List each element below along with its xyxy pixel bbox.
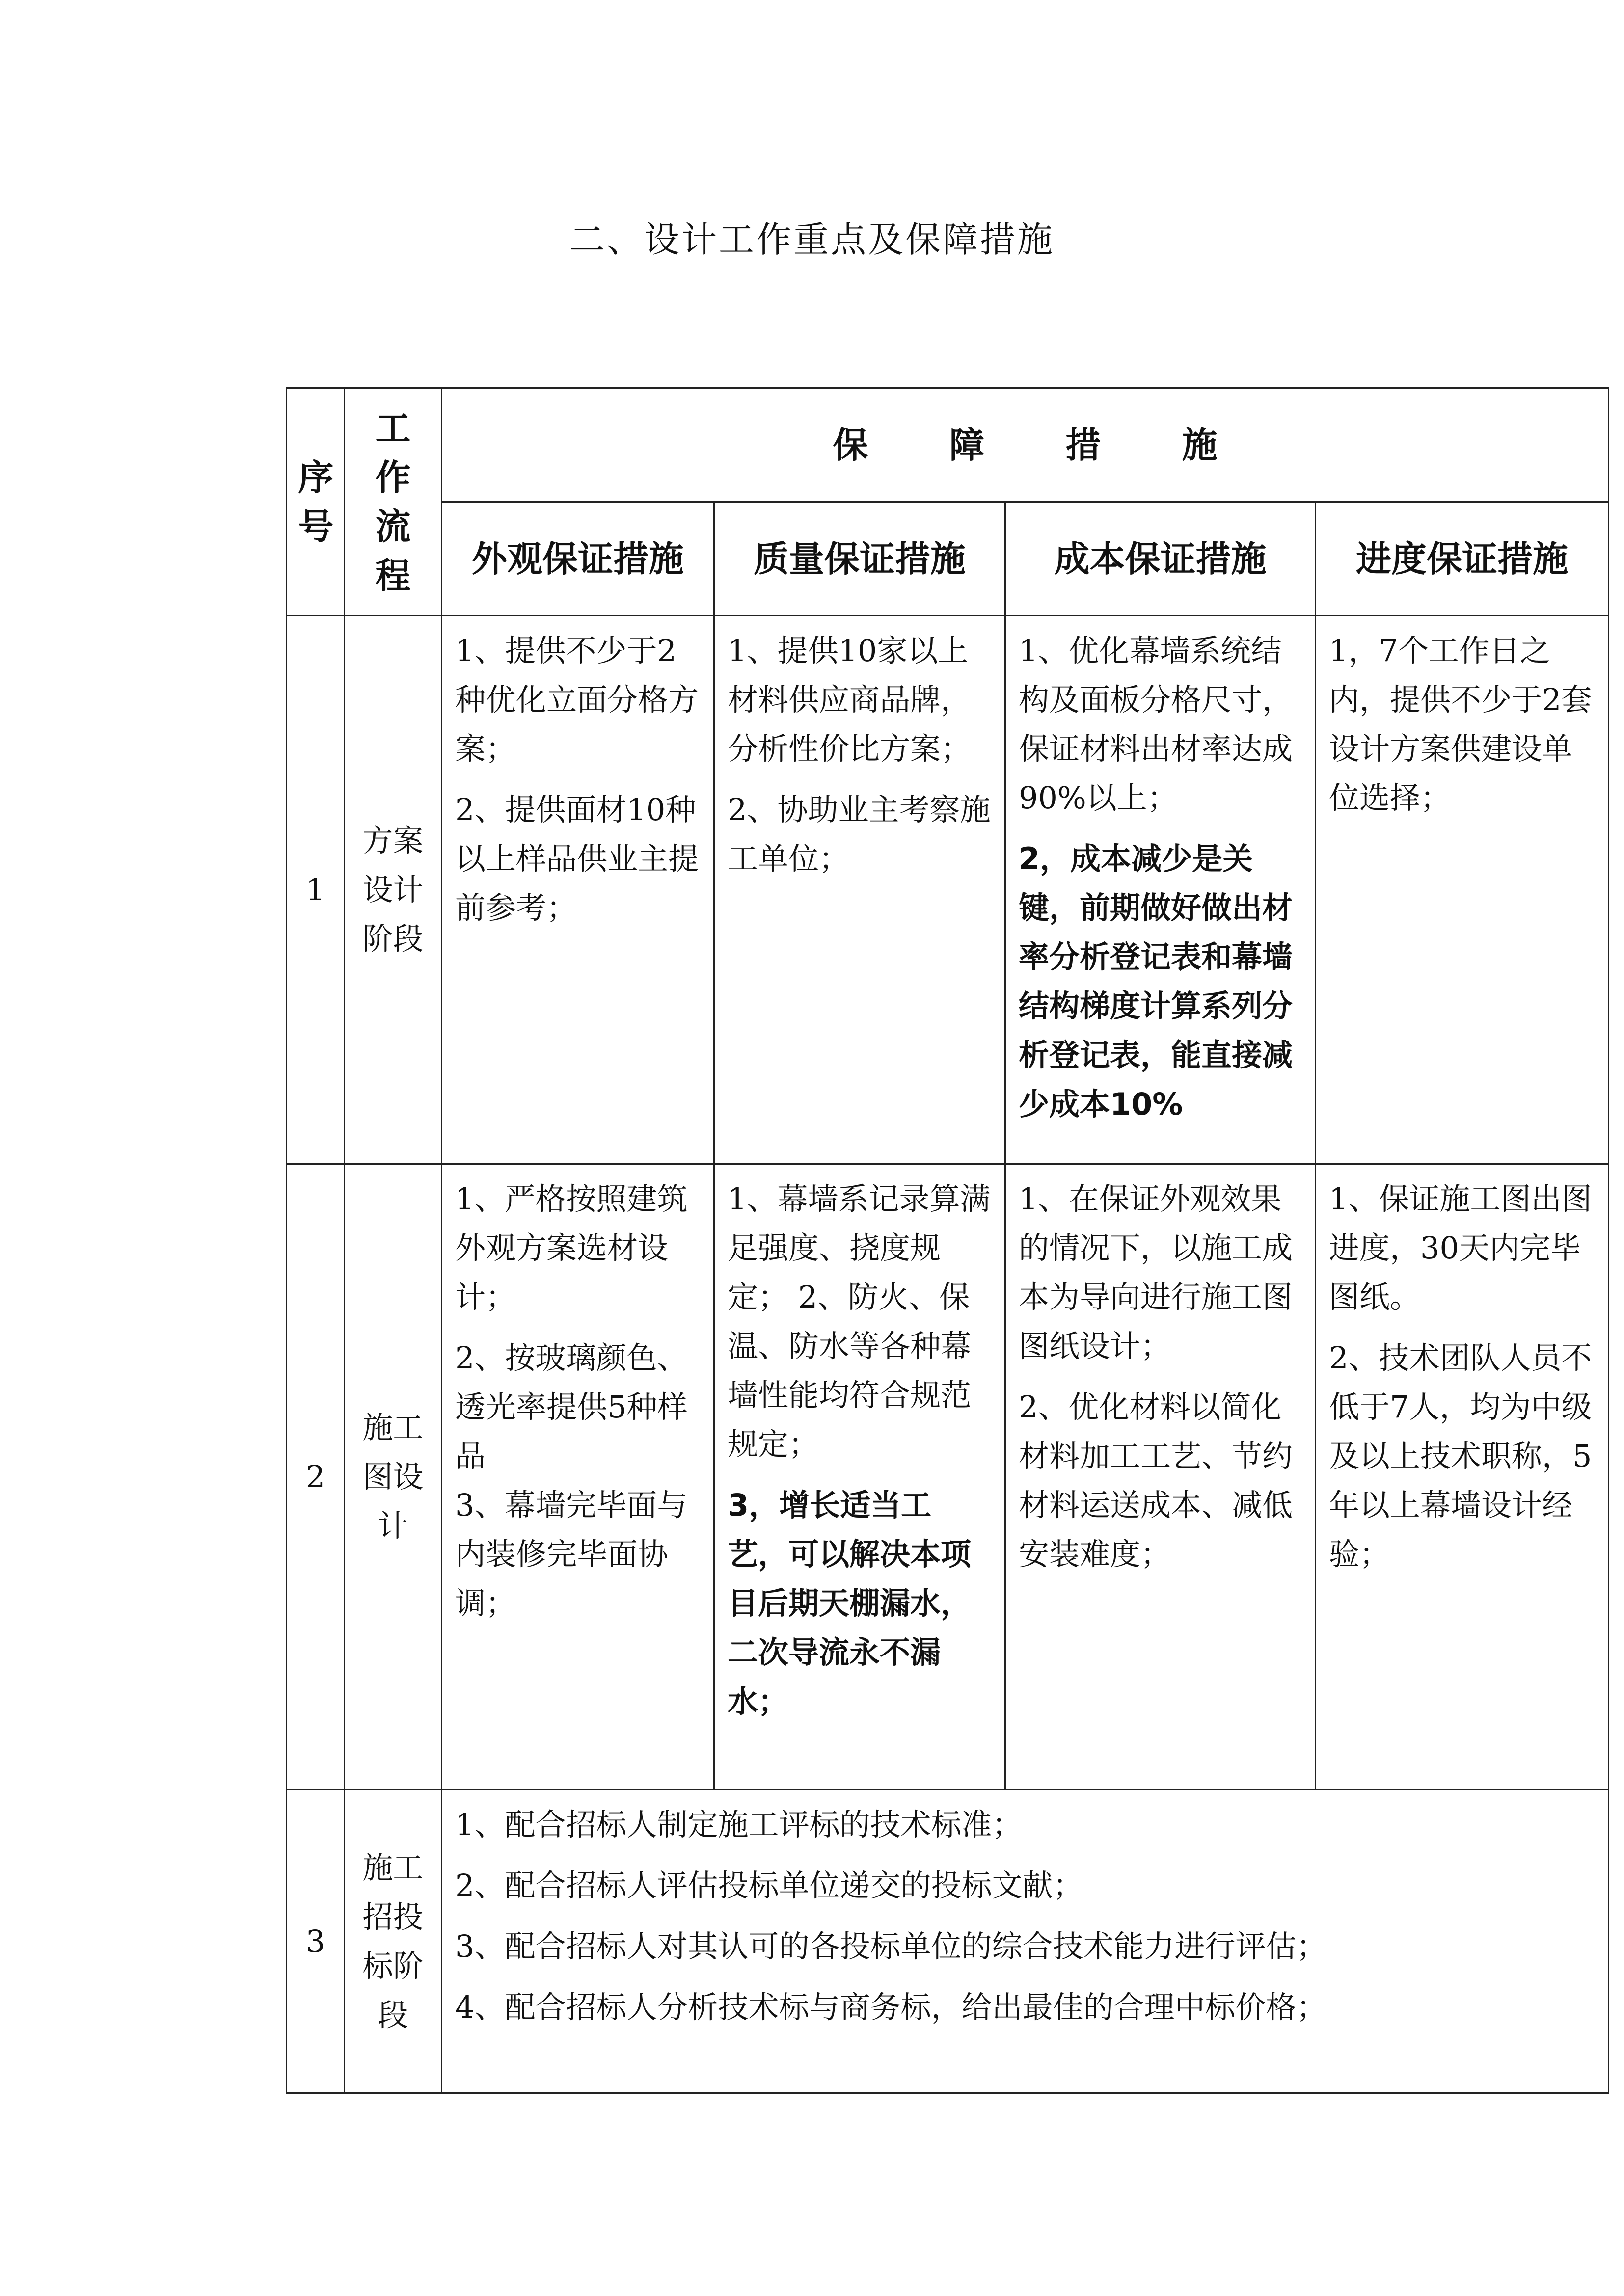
header-flow: 工作流程 — [345, 388, 442, 616]
table-row — [287, 616, 1609, 1164]
table-row — [287, 1790, 1609, 2093]
cell-quality: 1、提供10家以上材料供应商品牌，分析性价比方案； 2、协助业主考察施工单位； — [714, 616, 1005, 1164]
header-measures: 保 障 措 施 — [442, 388, 1609, 502]
header-row — [287, 388, 1609, 502]
header-appearance: 外观保证措施 — [442, 502, 714, 616]
row-seq: 3 — [287, 1790, 345, 2093]
cell-appearance: 1、严格按照建筑外观方案选材设计； 2、按玻璃颜色、透光率提供5种样品 3、幕墙完毕面与内装修完毕面协调； — [442, 1164, 714, 1790]
table-row — [287, 1164, 1609, 1790]
header-quality: 质量保证措施 — [714, 502, 1005, 616]
row-flow: 方案设计阶段 — [345, 616, 442, 1164]
measures-table — [286, 387, 1609, 2094]
subheader-row — [287, 502, 1609, 616]
row-seq: 1 — [287, 616, 345, 1164]
cell-appearance: 1、提供不少于2种优化立面分格方案； 2、提供面材10种以上样品供业主提前参考； — [442, 616, 714, 1164]
cell-cost: 1、优化幕墙系统结构及面板分格尺寸，保证材料出材率达成90%以上； 2，成本减少是关键，前期做好做出材率分析登记表和幕墙结构梯度计算系列分析登记表，能直接减少成本10% — [1005, 616, 1316, 1164]
header-schedule: 进度保证措施 — [1316, 502, 1609, 616]
cell-cost: 1、在保证外观效果的情况下，以施工成本为导向进行施工图图纸设计； 2、优化材料以简化材料加工工艺、节约材料运送成本、减低安装难度； — [1005, 1164, 1316, 1790]
page-title: 二、设计工作重点及保障措施 — [569, 219, 1055, 260]
row-flow: 施工招投标阶段 — [345, 1790, 442, 2093]
row-seq: 2 — [287, 1164, 345, 1790]
cell-schedule: 1、保证施工图出图进度，30天内完毕图纸。 2、技术团队人员不低于7人，均为中级及以上技术职称，5年以上幕墙设计经验； — [1316, 1164, 1609, 1790]
cell-schedule: 1，7个工作日之内，提供不少于2套设计方案供建设单位选择； — [1316, 616, 1609, 1164]
header-seq: 序号 — [287, 388, 345, 616]
cell-quality: 1、幕墙系记录算满足强度、挠度规定； 2、防火、保温、防水等各种幕墙性能均符合规范规定； 3，增长适当工艺，可以解决本项目后期天棚漏水，二次导流永不漏水； — [714, 1164, 1005, 1790]
cell-bidding-items: 1、配合招标人制定施工评标的技术标准； 2、配合招标人评估投标单位递交的投标文献； 3、配合招标人对其认可的各投标单位的综合技术能力进行评估； 4、配合招标人分析技术标与商务标，给出最佳的合理中标价格； — [442, 1790, 1609, 2093]
row-flow: 施工图设计 — [345, 1164, 442, 1790]
header-cost: 成本保证措施 — [1005, 502, 1316, 616]
